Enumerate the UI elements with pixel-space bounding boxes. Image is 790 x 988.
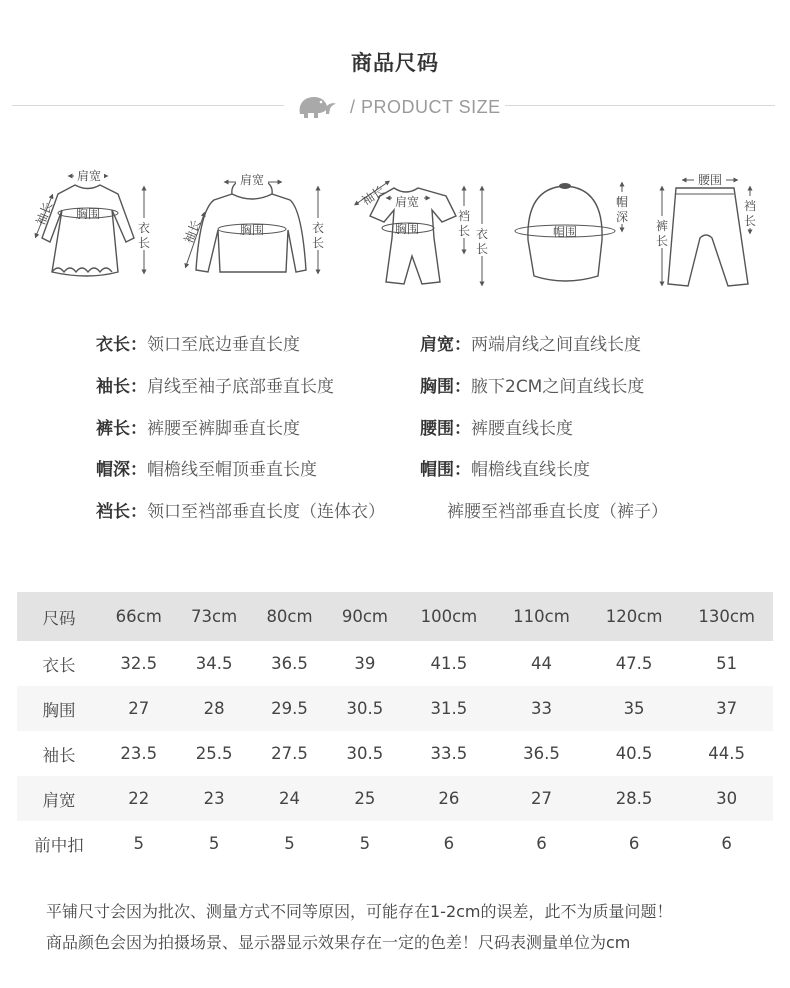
table-cell: 6 xyxy=(443,834,455,853)
definition-text: 肩线至袖子底部垂直长度 xyxy=(147,377,334,397)
definition-text: 帽檐线至帽顶垂直长度 xyxy=(147,460,317,480)
table-cell: 5 xyxy=(359,834,371,853)
table-cell: 39 xyxy=(354,654,376,673)
subtitle: / PRODUCT SIZE xyxy=(350,96,501,117)
hoodie-sleeve-label: 袖长 xyxy=(181,217,204,246)
table-row xyxy=(17,731,773,776)
table-cell: 35 xyxy=(588,686,681,731)
definition-term: 裤长： xyxy=(96,419,147,439)
hat-depth-char-2: 深 xyxy=(615,210,629,224)
table-cell: 47.5 xyxy=(615,654,653,673)
table-header-cell: 120cm xyxy=(588,592,681,641)
definition-term: 腰围： xyxy=(420,419,471,439)
definition-item xyxy=(420,414,573,439)
hat-circumference-label: 帽围 xyxy=(552,225,578,239)
definition-term: 肩宽： xyxy=(420,335,471,355)
definition-term: 帽深： xyxy=(96,460,147,480)
definition-term: 袖长： xyxy=(96,377,147,397)
table-cell: 41.5 xyxy=(430,654,468,673)
table-cell: 30.5 xyxy=(346,744,384,763)
table-cell: 5 xyxy=(133,834,144,853)
table-cell: 6 xyxy=(536,834,547,853)
definition-text: 裤腰直线长度 xyxy=(471,419,573,439)
definition-item xyxy=(420,455,590,480)
row-label: 胸围 xyxy=(17,686,101,731)
table-cell: 5 xyxy=(208,834,220,853)
table-cell: 27 xyxy=(101,686,176,731)
dress-length-char-1: 衣 xyxy=(137,221,151,235)
table-row xyxy=(17,821,773,866)
romper-chest-label: 胸围 xyxy=(394,222,420,236)
definition-item xyxy=(96,330,300,355)
table-cell: 44 xyxy=(530,654,552,673)
pants-illustration xyxy=(662,180,750,286)
pants-length-char-1: 裤 xyxy=(655,219,669,233)
table-cell: 40.5 xyxy=(615,744,653,763)
table-header-cell: 90cm xyxy=(327,592,402,641)
table-cell: 33 xyxy=(495,686,588,731)
table-header-row xyxy=(17,592,773,641)
table-cell: 51 xyxy=(716,654,738,673)
definition-item xyxy=(96,372,334,397)
table-cell: 33.5 xyxy=(430,744,468,763)
pants-length-char-2: 长 xyxy=(655,234,669,248)
table-header-cell: 尺码 xyxy=(17,592,101,641)
table-cell: 30.5 xyxy=(327,686,402,731)
definition-text: 腋下2CM之间直线长度 xyxy=(471,377,645,397)
definition-text: 裤腰至裤脚垂直长度 xyxy=(147,419,300,439)
size-table xyxy=(17,592,773,866)
table-cell: 36.5 xyxy=(523,744,560,763)
definition-term: 胸围： xyxy=(420,377,471,397)
table-cell: 25.5 xyxy=(195,744,233,763)
romper-crotch-char-1: 裆 xyxy=(457,209,471,223)
definition-term: 裆长： xyxy=(96,502,147,522)
garment-illustrations xyxy=(0,160,790,300)
dress-chest-label: 胸围 xyxy=(75,207,101,221)
page-title: 商品尺码 xyxy=(351,51,439,75)
definition-text: 帽檐线直线长度 xyxy=(471,460,590,480)
table-header-cell: 73cm xyxy=(176,592,251,641)
definition-item xyxy=(96,455,317,480)
definition-item xyxy=(420,330,641,355)
table-cell: 36.5 xyxy=(271,654,308,673)
definition-item xyxy=(447,497,668,522)
hoodie-length-char-2: 长 xyxy=(311,236,325,250)
definition-term: 帽围： xyxy=(420,460,471,480)
table-row xyxy=(17,641,773,686)
table-cell: 23.5 xyxy=(120,744,158,763)
elephant-icon xyxy=(296,94,342,120)
table-cell: 6 xyxy=(628,834,640,853)
table-cell: 28 xyxy=(176,686,251,731)
pants-crotch-char-2: 长 xyxy=(743,214,757,228)
table-cell: 27 xyxy=(495,776,588,821)
table-cell: 22 xyxy=(101,776,176,821)
table-header-cell: 100cm xyxy=(403,592,496,641)
definition-text: 领口至底边垂直长度 xyxy=(147,335,300,355)
romper-crotch-char-2: 长 xyxy=(457,224,471,238)
definition-item xyxy=(420,372,644,397)
dress-illustration xyxy=(36,176,144,276)
romper-shoulder-label: 肩宽 xyxy=(394,195,420,209)
table-header-cell: 66cm xyxy=(101,592,176,641)
table-cell: 34.5 xyxy=(195,654,233,673)
hat-depth-char-1: 帽 xyxy=(615,195,629,209)
table-cell: 31.5 xyxy=(403,686,496,731)
definition-text: 两端肩线之间直线长度 xyxy=(471,335,641,355)
dress-shoulder-label: 肩宽 xyxy=(76,169,102,183)
note-color-difference: 商品颜色会因为拍摄场景、显示器显示效果存在一定的色差！尺码表测量单位为cm xyxy=(46,933,631,952)
table-cell: 44.5 xyxy=(708,744,746,763)
table-cell: 32.5 xyxy=(120,654,158,673)
table-cell: 30 xyxy=(680,776,773,821)
note-measurement-error: 平铺尺寸会因为批次、测量方式不同等原因，可能存在1-2cm的误差，此不为质量问题！ xyxy=(46,902,673,921)
table-cell: 23 xyxy=(176,776,251,821)
table-header-cell: 130cm xyxy=(680,592,773,641)
subtitle-group xyxy=(296,92,501,122)
row-label: 肩宽 xyxy=(17,776,101,821)
divider-left xyxy=(12,105,284,106)
table-cell: 24 xyxy=(252,776,327,821)
hoodie-chest-label: 胸围 xyxy=(239,223,265,237)
dress-sleeve-label: 袖长 xyxy=(33,199,56,228)
table-cell: 37 xyxy=(680,686,773,731)
table-cell: 29.5 xyxy=(252,686,327,731)
table-cell: 28.5 xyxy=(588,776,681,821)
romper-sleeve-label: 袖长 xyxy=(359,183,387,209)
table-cell: 25 xyxy=(327,776,402,821)
table-header-cell: 110cm xyxy=(495,592,588,641)
table-row xyxy=(17,686,773,731)
table-header-cell: 80cm xyxy=(252,592,327,641)
row-label: 衣长 xyxy=(42,655,76,675)
definition-item xyxy=(96,414,300,439)
row-label: 袖长 xyxy=(42,745,76,765)
definition-text: 领口至裆部垂直长度（连体衣） xyxy=(147,502,385,522)
definition-text: 裤腰至裆部垂直长度（裤子） xyxy=(447,502,668,522)
table-cell: 5 xyxy=(284,834,295,853)
definition-term: 衣长： xyxy=(96,335,147,355)
row-label: 前中扣 xyxy=(34,835,84,855)
pants-crotch-char-1: 裆 xyxy=(743,199,757,213)
hoodie-length-char-1: 衣 xyxy=(311,221,325,235)
table-cell: 26 xyxy=(403,776,496,821)
table-cell: 6 xyxy=(721,834,732,853)
table-row xyxy=(17,776,773,821)
romper-length-char-1: 衣 xyxy=(475,227,489,241)
dress-length-char-2: 长 xyxy=(137,236,151,250)
table-cell: 27.5 xyxy=(271,744,308,763)
hoodie-shoulder-label: 肩宽 xyxy=(239,173,265,187)
romper-length-char-2: 长 xyxy=(475,242,489,256)
definition-item xyxy=(96,497,385,522)
pants-waist-label: 腰围 xyxy=(697,173,723,187)
divider-right xyxy=(505,105,775,106)
